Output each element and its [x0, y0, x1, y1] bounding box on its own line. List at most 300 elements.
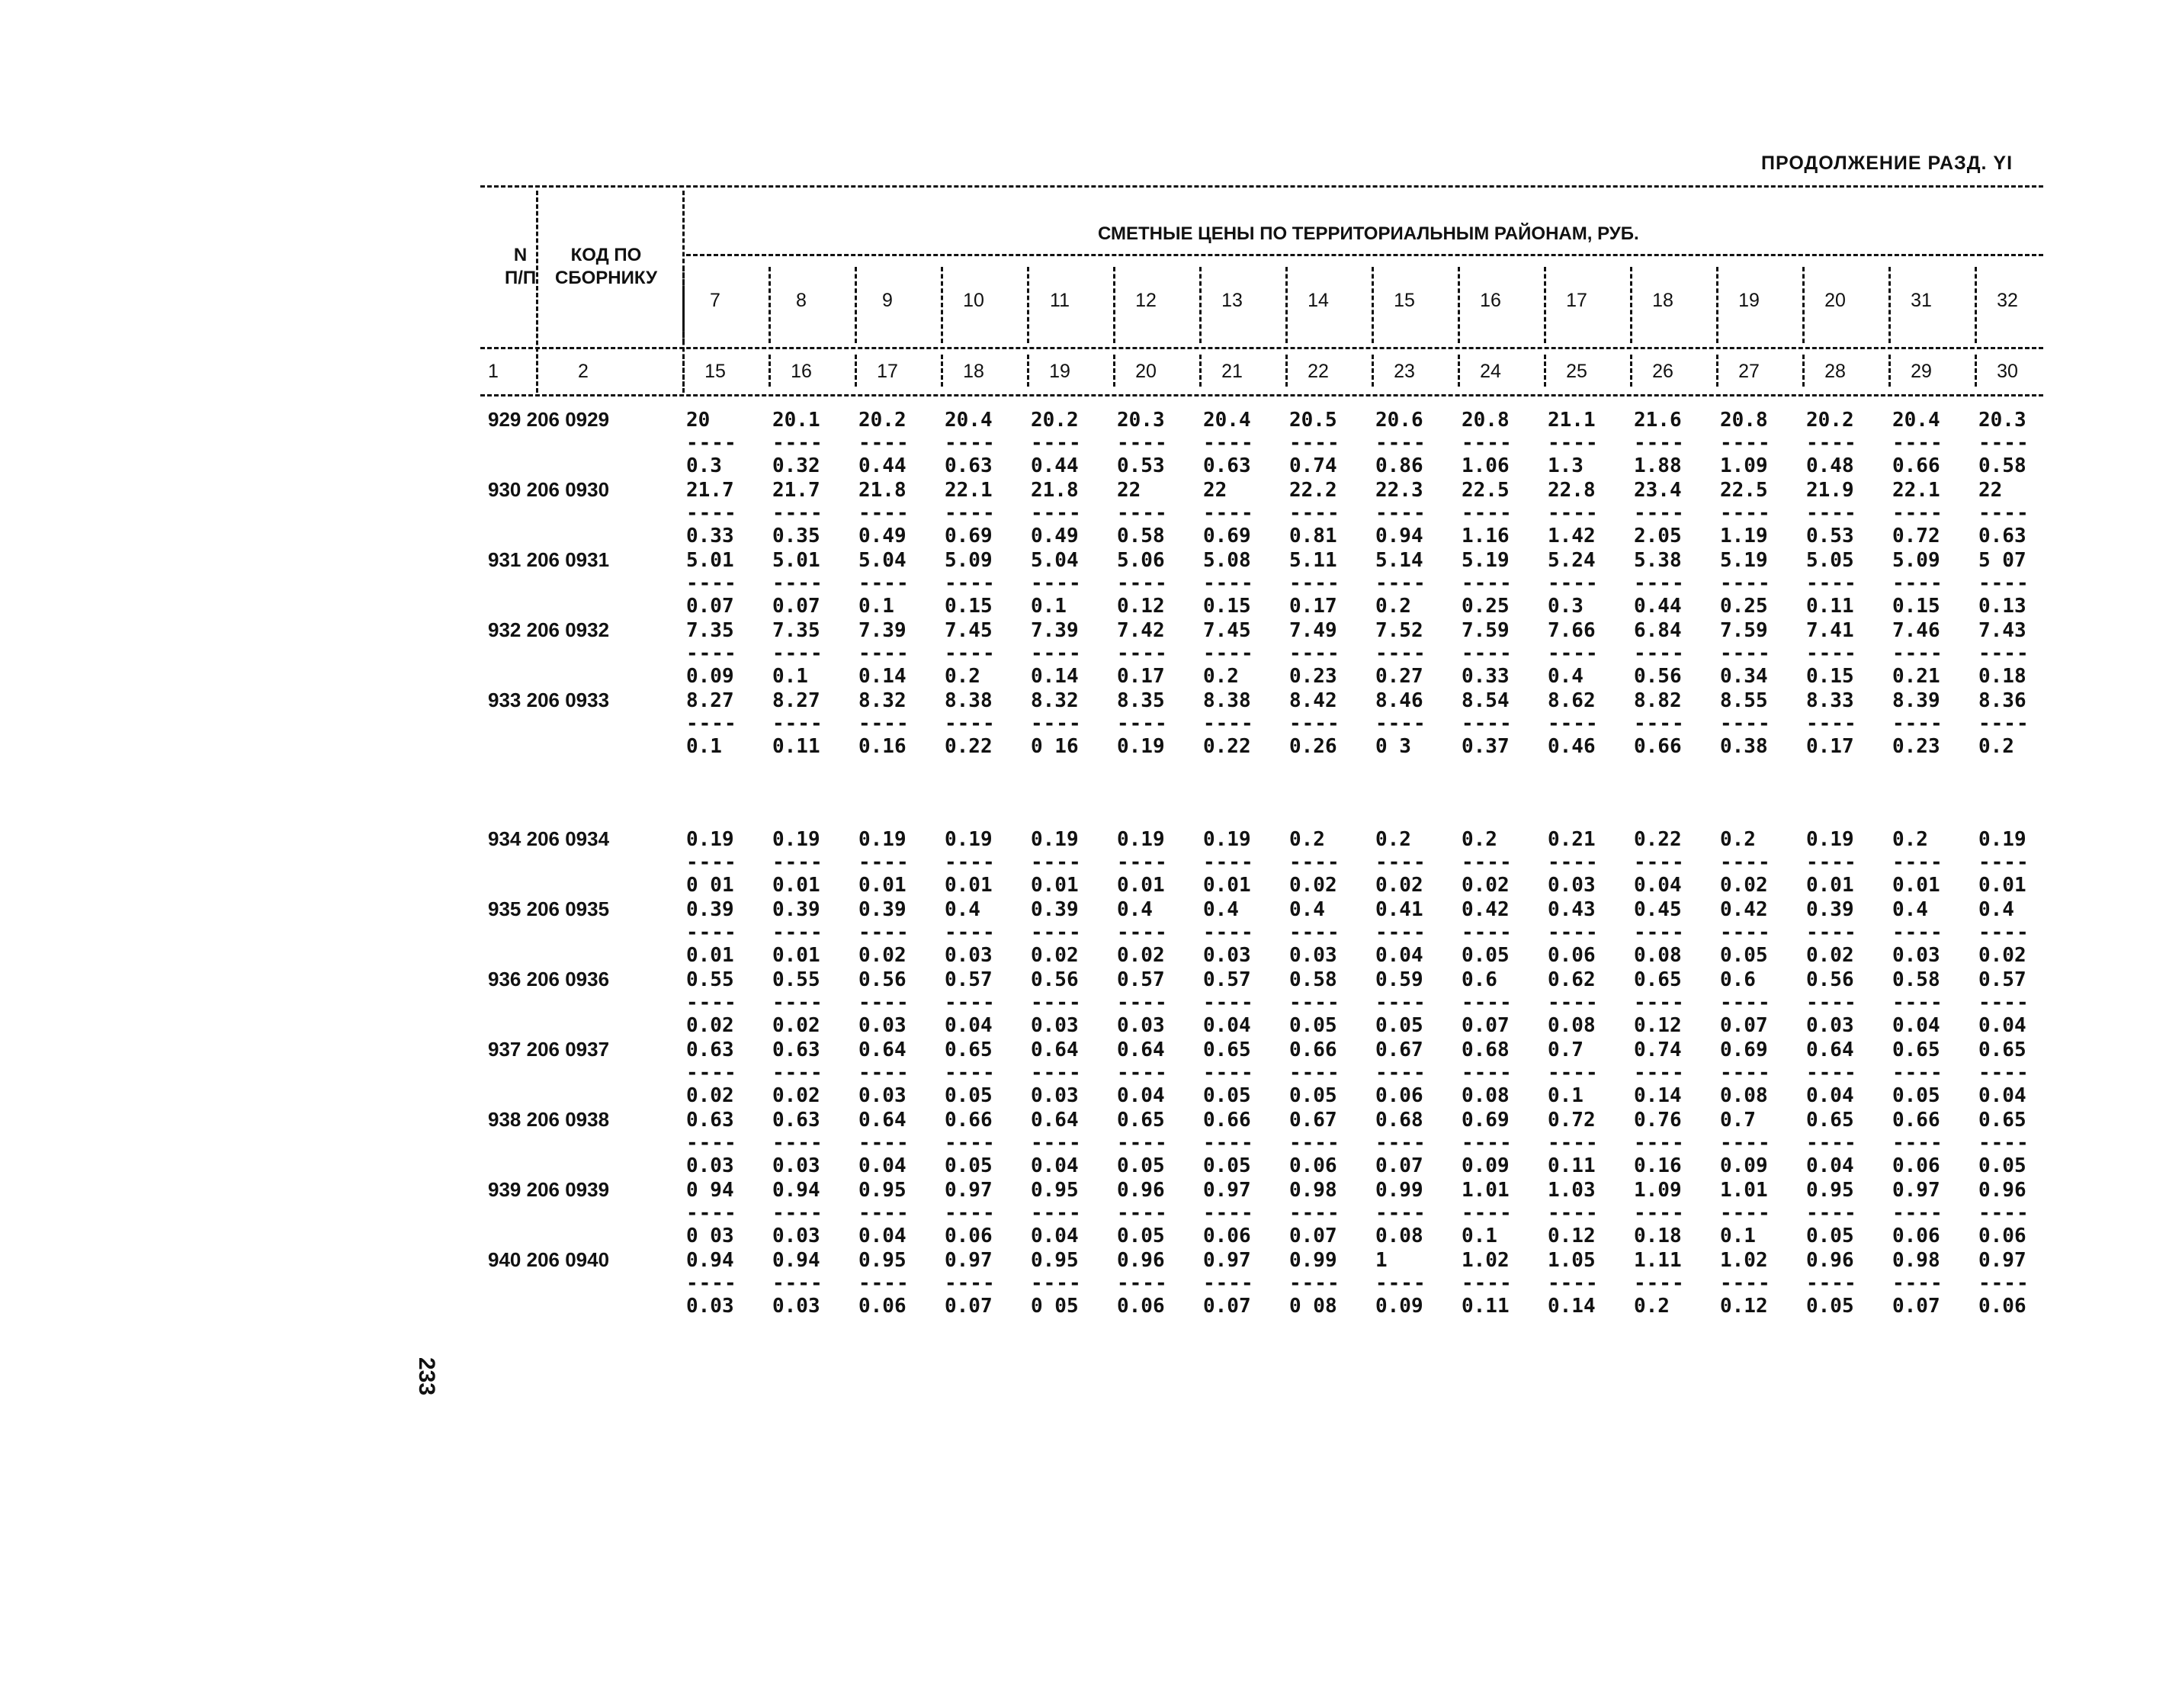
- fraction-bar: ----: [1634, 432, 1685, 454]
- price-wage: 0.17: [1289, 595, 1337, 618]
- fraction-bar: ----: [1978, 1272, 2030, 1295]
- price-total: 0.4: [1978, 898, 2014, 921]
- price-total: 8.27: [686, 689, 734, 712]
- price-wage: 0.04: [1031, 1154, 1079, 1177]
- price-wage: 0.09: [1375, 1295, 1423, 1318]
- price-total: 0.22: [1634, 828, 1682, 851]
- number-separator: [1199, 355, 1202, 387]
- fraction-bar: ----: [1203, 642, 1254, 665]
- fraction-bar: ----: [1375, 991, 1426, 1014]
- fraction-bar: ----: [1978, 1132, 2030, 1154]
- price-total: 0.95: [1031, 1249, 1079, 1272]
- fraction-bar: ----: [772, 1272, 823, 1295]
- region-separator: [1199, 267, 1202, 343]
- price-total: 0.39: [858, 898, 906, 921]
- price-cell: [1462, 689, 1513, 759]
- price-wage: 0.1: [1720, 1225, 1756, 1247]
- price-cell: [1203, 1248, 1254, 1318]
- price-wage: 0.35: [772, 525, 820, 547]
- region-separator: [1372, 267, 1374, 343]
- price-cell: [1978, 689, 2030, 759]
- region-header: 16: [1480, 290, 1501, 311]
- row-code: 930 206 0930: [488, 478, 610, 501]
- price-total: 0.65: [945, 1039, 993, 1061]
- price-total: 20: [686, 409, 711, 432]
- price-total: 0.74: [1634, 1039, 1682, 1061]
- prices-title: СМЕТНЫЕ ЦЕНЫ ПО ТЕРРИТОРИАЛЬНЫМ РАЙОНАМ, РУБ.: [1098, 223, 1639, 244]
- price-cell: [945, 897, 996, 968]
- price-cell: [772, 897, 823, 968]
- price-wage: 0.03: [686, 1295, 734, 1318]
- price-wage: 0.04: [945, 1014, 993, 1037]
- price-wage: 0.02: [1375, 874, 1423, 897]
- price-total: 0.39: [1806, 898, 1854, 921]
- fraction-bar: ----: [1806, 921, 1857, 944]
- price-cell: [772, 827, 823, 897]
- price-cell: [686, 1178, 737, 1248]
- price-cell: [1117, 689, 1168, 759]
- price-cell: [1031, 618, 1082, 689]
- price-cell: [686, 827, 737, 897]
- price-total: 0.66: [1892, 1109, 1940, 1132]
- price-total: 0.4: [1203, 898, 1239, 921]
- region-header: 20: [1824, 290, 1846, 311]
- fraction-bar: ----: [945, 921, 996, 944]
- price-wage: 0.02: [686, 1084, 734, 1107]
- price-total: 7.59: [1462, 619, 1510, 642]
- price-total: 8.35: [1117, 689, 1165, 712]
- price-cell: [772, 1038, 823, 1108]
- region-header: 11: [1050, 290, 1070, 311]
- price-cell: [1548, 548, 1599, 618]
- price-total: 0.4: [1117, 898, 1153, 921]
- price-cell: [1117, 1178, 1168, 1248]
- price-wage: 0.15: [1892, 595, 1940, 618]
- price-wage: 0.01: [945, 874, 993, 897]
- price-total: 1.01: [1462, 1179, 1510, 1202]
- fraction-bar: ----: [1462, 851, 1513, 874]
- price-wage: 0.04: [1634, 874, 1682, 897]
- fraction-bar: ----: [1375, 1132, 1426, 1154]
- fraction-bar: ----: [1720, 1132, 1771, 1154]
- fraction-bar: ----: [772, 642, 823, 665]
- price-total: 20.5: [1289, 409, 1337, 432]
- price-wage: 0.07: [1720, 1014, 1768, 1037]
- price-total: 1.09: [1634, 1179, 1682, 1202]
- price-cell: [858, 478, 910, 548]
- price-wage: 0.06: [1978, 1295, 2026, 1318]
- fraction-bar: ----: [1289, 921, 1340, 944]
- fraction-bar: ----: [686, 851, 737, 874]
- price-wage: 0.2: [1203, 665, 1239, 688]
- price-wage: 0.12: [1720, 1295, 1768, 1318]
- price-wage: 0.07: [1289, 1225, 1337, 1247]
- price-total: 0.99: [1289, 1249, 1337, 1272]
- price-total: 0.56: [858, 968, 906, 991]
- price-wage: 1.3: [1548, 454, 1584, 477]
- region-header: 7: [710, 290, 720, 311]
- price-total: 5.09: [1892, 549, 1940, 572]
- price-wage: 0.37: [1462, 735, 1510, 758]
- price-total: 0.42: [1462, 898, 1510, 921]
- price-total: 0.2: [1720, 828, 1756, 851]
- fraction-bar: ----: [945, 1272, 996, 1295]
- price-total: 8.42: [1289, 689, 1337, 712]
- fraction-bar: ----: [1978, 572, 2030, 595]
- price-cell: [1978, 897, 2030, 968]
- price-total: 7.39: [858, 619, 906, 642]
- fraction-bar: ----: [858, 1272, 910, 1295]
- price-wage: 0.49: [1031, 525, 1079, 547]
- fraction-bar: ----: [1978, 432, 2030, 454]
- price-total: 0.6: [1720, 968, 1756, 991]
- price-cell: [1117, 1248, 1168, 1318]
- fraction-bar: ----: [1720, 642, 1771, 665]
- price-cell: [1892, 618, 1943, 689]
- fraction-bar: ----: [858, 851, 910, 874]
- price-cell: [772, 618, 823, 689]
- price-total: 0.2: [1375, 828, 1411, 851]
- region-separator: [769, 267, 771, 343]
- price-wage: 0.23: [1289, 665, 1337, 688]
- price-wage: 0.08: [1375, 1225, 1423, 1247]
- fraction-bar: ----: [1806, 851, 1857, 874]
- price-wage: 0.58: [1117, 525, 1165, 547]
- column-number: 17: [877, 361, 898, 382]
- price-wage: 0.81: [1289, 525, 1337, 547]
- price-total: 0.97: [945, 1249, 993, 1272]
- fraction-bar: ----: [1634, 1202, 1685, 1225]
- price-cell: [1978, 1178, 2030, 1248]
- fraction-bar: ----: [1031, 642, 1082, 665]
- price-cell: [1720, 1038, 1771, 1108]
- price-cell: [858, 968, 910, 1038]
- price-wage: 0.03: [1203, 944, 1251, 967]
- fraction-bar: ----: [1203, 712, 1254, 735]
- column-number: 27: [1738, 361, 1760, 382]
- price-cell: [1720, 897, 1771, 968]
- fraction-bar: ----: [1806, 1272, 1857, 1295]
- price-total: 0.19: [1031, 828, 1079, 851]
- price-cell: [686, 968, 737, 1038]
- price-cell: [686, 408, 737, 478]
- fraction-bar: ----: [1548, 1202, 1599, 1225]
- price-total: 1.02: [1462, 1249, 1510, 1272]
- price-total: 8.32: [1031, 689, 1079, 712]
- fraction-bar: ----: [1720, 1272, 1771, 1295]
- fraction-bar: ----: [1375, 432, 1426, 454]
- price-total: 5.04: [1031, 549, 1079, 572]
- price-total: 21.7: [686, 479, 734, 502]
- fraction-bar: ----: [1634, 851, 1685, 874]
- price-cell: [858, 408, 910, 478]
- price-total: 8.62: [1548, 689, 1596, 712]
- fraction-bar: ----: [858, 921, 910, 944]
- fraction-bar: ----: [1375, 1202, 1426, 1225]
- price-total: 0.19: [686, 828, 734, 851]
- price-cell: [1806, 1108, 1857, 1178]
- fraction-bar: ----: [1117, 851, 1168, 874]
- fraction-bar: ----: [1806, 991, 1857, 1014]
- price-wage: 0.03: [1806, 1014, 1854, 1037]
- price-total: 0.55: [772, 968, 820, 991]
- region-separator: [1113, 267, 1115, 343]
- number-separator: [1027, 355, 1029, 387]
- price-cell: [1462, 1108, 1513, 1178]
- price-total: 0.2: [1289, 828, 1325, 851]
- fraction-bar: ----: [1031, 991, 1082, 1014]
- price-cell: [1548, 827, 1599, 897]
- price-total: 0.64: [858, 1039, 906, 1061]
- fraction-bar: ----: [1462, 921, 1513, 944]
- price-total: 7.45: [1203, 619, 1251, 642]
- price-total: 8.39: [1892, 689, 1940, 712]
- fraction-bar: ----: [1375, 1272, 1426, 1295]
- fraction-bar: ----: [1462, 1272, 1513, 1295]
- fraction-bar: ----: [772, 712, 823, 735]
- fraction-bar: ----: [1031, 1132, 1082, 1154]
- fraction-bar: ----: [1892, 1272, 1943, 1295]
- fraction-bar: ----: [1117, 502, 1168, 525]
- row-code: 933 206 0933: [488, 689, 610, 711]
- price-cell: [945, 618, 996, 689]
- price-total: 5.19: [1462, 549, 1510, 572]
- price-cell: [1375, 1178, 1426, 1248]
- fraction-bar: ----: [1548, 572, 1599, 595]
- price-wage: 0.12: [1548, 1225, 1596, 1247]
- price-cell: [1203, 618, 1254, 689]
- price-total: 1.05: [1548, 1249, 1596, 1272]
- price-cell: [1117, 968, 1168, 1038]
- price-total: 0.55: [686, 968, 734, 991]
- price-cell: [1031, 689, 1082, 759]
- price-wage: 0 08: [1289, 1295, 1337, 1318]
- price-wage: 0.3: [1548, 595, 1584, 618]
- num-np: 1: [488, 361, 499, 382]
- fraction-bar: ----: [1289, 1132, 1340, 1154]
- price-cell: [1203, 1178, 1254, 1248]
- fraction-bar: ----: [1289, 642, 1340, 665]
- price-cell: [945, 478, 996, 548]
- price-cell: [1978, 827, 2030, 897]
- number-separator: [1544, 355, 1546, 387]
- price-wage: 0.04: [1375, 944, 1423, 967]
- column-number: 24: [1480, 361, 1501, 382]
- fraction-bar: ----: [1634, 572, 1685, 595]
- price-cell: [1892, 1248, 1943, 1318]
- price-total: 0.96: [1117, 1179, 1165, 1202]
- region-separator: [1285, 267, 1288, 343]
- row-code: 937 206 0937: [488, 1038, 610, 1061]
- column-number: 29: [1911, 361, 1932, 382]
- price-wage: 0.2: [1634, 1295, 1670, 1318]
- price-total: 0.68: [1375, 1109, 1423, 1132]
- price-total: 0.19: [772, 828, 820, 851]
- price-wage: 0.04: [858, 1154, 906, 1177]
- price-wage: 0.03: [772, 1295, 820, 1318]
- fraction-bar: ----: [1978, 642, 2030, 665]
- price-wage: 0.09: [686, 665, 734, 688]
- row-code: 939 206 0939: [488, 1178, 610, 1201]
- price-wage: 0.05: [1462, 944, 1510, 967]
- price-total: 0.41: [1375, 898, 1423, 921]
- price-cell: [1203, 968, 1254, 1038]
- price-wage: 0.05: [1978, 1154, 2026, 1177]
- price-cell: [1634, 689, 1685, 759]
- price-total: 0.95: [1806, 1179, 1854, 1202]
- price-cell: [1720, 827, 1771, 897]
- price-total: 0.63: [686, 1109, 734, 1132]
- fraction-bar: ----: [1117, 1061, 1168, 1084]
- price-cell: [1462, 478, 1513, 548]
- price-cell: [1720, 618, 1771, 689]
- price-wage: 0.09: [1720, 1154, 1768, 1177]
- price-total: 8.54: [1462, 689, 1510, 712]
- fraction-bar: ----: [686, 1132, 737, 1154]
- price-wage: 0.05: [1289, 1014, 1337, 1037]
- price-wage: 0.63: [1203, 454, 1251, 477]
- price-cell: [1289, 408, 1340, 478]
- price-wage: 0.13: [1978, 595, 2026, 618]
- row-code: 938 206 0938: [488, 1108, 610, 1131]
- column-number: 16: [791, 361, 812, 382]
- fraction-bar: ----: [945, 572, 996, 595]
- price-total: 0.19: [858, 828, 906, 851]
- price-total: 0.39: [772, 898, 820, 921]
- price-wage: 0.06: [1375, 1084, 1423, 1107]
- fraction-bar: ----: [1462, 991, 1513, 1014]
- price-total: 5.38: [1634, 549, 1682, 572]
- price-wage: 0.14: [1634, 1084, 1682, 1107]
- price-wage: 0.33: [686, 525, 734, 547]
- price-wage: 0.19: [1117, 735, 1165, 758]
- price-total: 22.8: [1548, 479, 1596, 502]
- number-separator: [1113, 355, 1115, 387]
- price-total: 5.19: [1720, 549, 1768, 572]
- fraction-bar: ----: [1462, 502, 1513, 525]
- price-cell: [858, 1178, 910, 1248]
- price-total: 5.06: [1117, 549, 1165, 572]
- price-cell: [1031, 968, 1082, 1038]
- price-wage: 0.05: [1892, 1084, 1940, 1107]
- price-total: 0.98: [1892, 1249, 1940, 1272]
- fraction-bar: ----: [1892, 921, 1943, 944]
- fraction-bar: ----: [1720, 991, 1771, 1014]
- fraction-bar: ----: [858, 1202, 910, 1225]
- price-wage: 0.03: [772, 1154, 820, 1177]
- price-total: 8.38: [1203, 689, 1251, 712]
- fraction-bar: ----: [686, 1202, 737, 1225]
- price-total: 5.04: [858, 549, 906, 572]
- price-total: 1: [1375, 1249, 1388, 1272]
- price-wage: 0.25: [1462, 595, 1510, 618]
- price-cell: [1978, 408, 2030, 478]
- price-total: 0.63: [772, 1109, 820, 1132]
- fraction-bar: ----: [772, 572, 823, 595]
- price-wage: 0.16: [858, 735, 906, 758]
- fraction-bar: ----: [945, 502, 996, 525]
- price-wage: 0.44: [1031, 454, 1079, 477]
- price-cell: [686, 897, 737, 968]
- price-total: 5.24: [1548, 549, 1596, 572]
- region-header: 15: [1394, 290, 1415, 311]
- price-total: 21.1: [1548, 409, 1596, 432]
- price-cell: [858, 1108, 910, 1178]
- region-separator: [855, 267, 857, 343]
- region-header: 10: [963, 290, 984, 311]
- price-total: 0.62: [1548, 968, 1596, 991]
- price-cell: [1289, 897, 1340, 968]
- price-wage: 0.05: [1203, 1084, 1251, 1107]
- fraction-bar: ----: [1462, 432, 1513, 454]
- price-total: 0.97: [1203, 1179, 1251, 1202]
- fraction-bar: ----: [858, 991, 910, 1014]
- fraction-bar: ----: [1720, 1061, 1771, 1084]
- price-wage: 0.74: [1289, 454, 1337, 477]
- price-total: 0.67: [1375, 1039, 1423, 1061]
- fraction-bar: ----: [1462, 1061, 1513, 1084]
- price-cell: [1031, 478, 1082, 548]
- price-total: 0.39: [686, 898, 734, 921]
- price-total: 0.69: [1462, 1109, 1510, 1132]
- price-cell: [686, 1108, 737, 1178]
- price-wage: 0.07: [1462, 1014, 1510, 1037]
- price-cell: [1720, 1248, 1771, 1318]
- fraction-bar: ----: [1720, 572, 1771, 595]
- fraction-bar: ----: [686, 432, 737, 454]
- price-cell: [1806, 827, 1857, 897]
- price-total: 20.3: [1978, 409, 2026, 432]
- fraction-bar: ----: [945, 1132, 996, 1154]
- price-total: 0.95: [1031, 1179, 1079, 1202]
- fraction-bar: ----: [1117, 1272, 1168, 1295]
- fraction-bar: ----: [1031, 1272, 1082, 1295]
- price-total: 22.5: [1462, 479, 1510, 502]
- price-cell: [945, 408, 996, 478]
- price-cell: [1289, 1038, 1340, 1108]
- row-code: 931 206 0931: [488, 548, 610, 571]
- number-separator: [1372, 355, 1374, 387]
- price-total: 7.52: [1375, 619, 1423, 642]
- fraction-bar: ----: [1892, 851, 1943, 874]
- price-total: 0.76: [1634, 1109, 1682, 1132]
- price-cell: [1031, 408, 1082, 478]
- price-cell: [1892, 689, 1943, 759]
- price-wage: 1.16: [1462, 525, 1510, 547]
- price-total: 7.39: [1031, 619, 1079, 642]
- price-wage: 0.04: [1978, 1084, 2026, 1107]
- region-separator: [1716, 267, 1718, 343]
- price-total: 0.7: [1720, 1109, 1756, 1132]
- fraction-bar: ----: [1634, 712, 1685, 735]
- price-total: 7.42: [1117, 619, 1165, 642]
- fraction-bar: ----: [1289, 1272, 1340, 1295]
- price-total: 7.49: [1289, 619, 1337, 642]
- price-total: 0.57: [1203, 968, 1251, 991]
- price-wage: 0.02: [1978, 944, 2026, 967]
- price-cell: [1892, 478, 1943, 548]
- fraction-bar: ----: [1978, 1202, 2030, 1225]
- fraction-bar: ----: [1117, 921, 1168, 944]
- price-total: 0.94: [772, 1249, 820, 1272]
- price-cell: [1978, 1108, 2030, 1178]
- price-total: 6.84: [1634, 619, 1682, 642]
- fraction-bar: ----: [686, 712, 737, 735]
- fraction-bar: ----: [1978, 991, 2030, 1014]
- price-cell: [858, 689, 910, 759]
- price-total: 20.3: [1117, 409, 1165, 432]
- price-wage: 1.09: [1720, 454, 1768, 477]
